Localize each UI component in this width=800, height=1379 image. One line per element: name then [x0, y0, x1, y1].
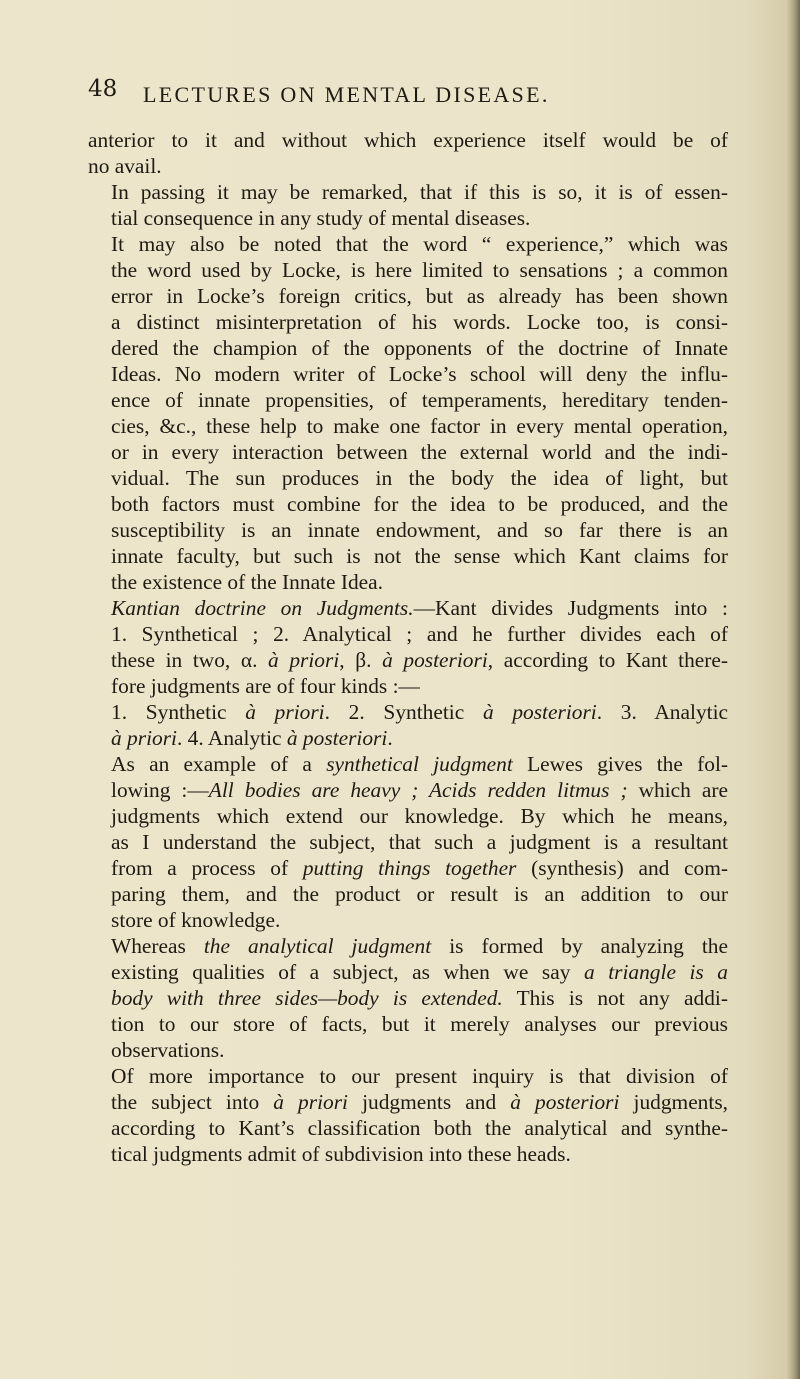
text-line: the word used by Locke, is here limited to sensations ; a common [111, 258, 728, 282]
text-line-rest: —Kant divides Judgments into : [413, 596, 728, 620]
paragraph-p7 [88, 933, 728, 1063]
text-line: cies, &c., these help to make one factor in every mental operation, [111, 414, 728, 438]
text-line: or in every interaction between the external world and the indi- [111, 440, 728, 464]
text-line: both factors must combine for the idea to be produced, and the [111, 492, 728, 516]
text-line: In passing it may be remarked, that if this is so, it is of essen- [111, 180, 728, 204]
text-line: store of knowledge. [111, 908, 281, 932]
text-line: lowing :—All bodies are heavy ; Acids redden litmus ; which are [111, 778, 728, 802]
text-line: Whereas the analytical judgment is formed by analyzing the [111, 934, 728, 958]
text-line: a distinct misinterpretation of his words. Locke too, is consi- [111, 310, 728, 334]
text-line: tion to our store of facts, but it merely analyses our previous [111, 1012, 728, 1036]
paragraph-p1 [88, 127, 728, 179]
text-line: judgments which extend our knowledge. By which he means, [111, 804, 728, 828]
text-line: 1. Synthetical ; 2. Analytical ; and he further divides each of [111, 622, 728, 646]
text-line: ence of innate propensities, of temperaments, hereditary tenden- [111, 388, 728, 412]
text-line: according to Kant’s classification both the analytical and synthe- [111, 1116, 728, 1140]
text-line: 1. Synthetic à priori. 2. Synthetic à posteriori. 3. Analytic [111, 700, 729, 724]
text-line: observations. [111, 1038, 225, 1062]
text-line [88, 595, 728, 621]
text-line: fore judgments are of four kinds :— [111, 674, 420, 698]
paragraph-p5 [88, 699, 728, 751]
text-line: tical judgments admit of subdivision into these heads. [111, 1142, 571, 1166]
text-line: the existence of the Innate Idea. [111, 570, 383, 594]
text-line: from a process of putting things together (synthesis) and com- [111, 856, 728, 880]
text-line: as I understand the subject, that such a judgment is a resultant [111, 830, 728, 854]
text-line: susceptibility is an innate endowment, and so far there is an [111, 518, 728, 542]
text-line: innate faculty, but such is not the sense which Kant claims for [111, 544, 728, 568]
paragraph-p4 [88, 595, 728, 699]
text-line: As an example of a synthetical judgment Lewes gives the fol- [111, 752, 729, 776]
text-line: the subject into à priori judgments and à posteriori judgments, [111, 1090, 728, 1114]
text-line: no avail. [88, 154, 162, 178]
text-line: à priori. 4. Analytic à posteriori. [111, 726, 393, 750]
paragraph-p3 [88, 231, 728, 595]
body-text [88, 127, 728, 1167]
text-line: It may also be noted that the word “ experience,” which was [111, 232, 728, 256]
text-line: tial consequence in any study of mental diseases. [111, 206, 531, 230]
italic-section-heading: Kantian doctrine on Judgments. [111, 596, 414, 620]
text-line: these in two, α. à priori, β. à posteriori, according to Kant there- [111, 648, 728, 672]
text-line: dered the champion of the opponents of the doctrine of Innate [111, 336, 728, 360]
paragraph-p6 [88, 751, 728, 933]
text-line: body with three sides—body is extended. This is not any addi- [111, 986, 728, 1010]
text-line: vidual. The sun produces in the body the idea of light, but [111, 466, 728, 490]
text-line: paring them, and the product or result is an addition to our [111, 882, 728, 906]
text-line: Ideas. No modern writer of Locke’s school will deny the influ- [111, 362, 728, 386]
header-title: LECTURES ON MENTAL DISEASE. [143, 82, 550, 107]
page-number: 48 [88, 76, 118, 102]
text-line: error in Locke’s foreign critics, but as already has been shown [111, 284, 728, 308]
text-line: anterior to it and without which experience itself would be of [88, 128, 728, 152]
page-edge-shadow [786, 0, 800, 1379]
paragraph-p2 [88, 179, 728, 231]
paragraph-p8 [88, 1063, 728, 1167]
text-line: existing qualities of a subject, as when we say a triangle is a [111, 960, 728, 984]
text-line: Of more importance to our present inquiry is that division of [111, 1064, 728, 1088]
running-head [88, 76, 728, 112]
